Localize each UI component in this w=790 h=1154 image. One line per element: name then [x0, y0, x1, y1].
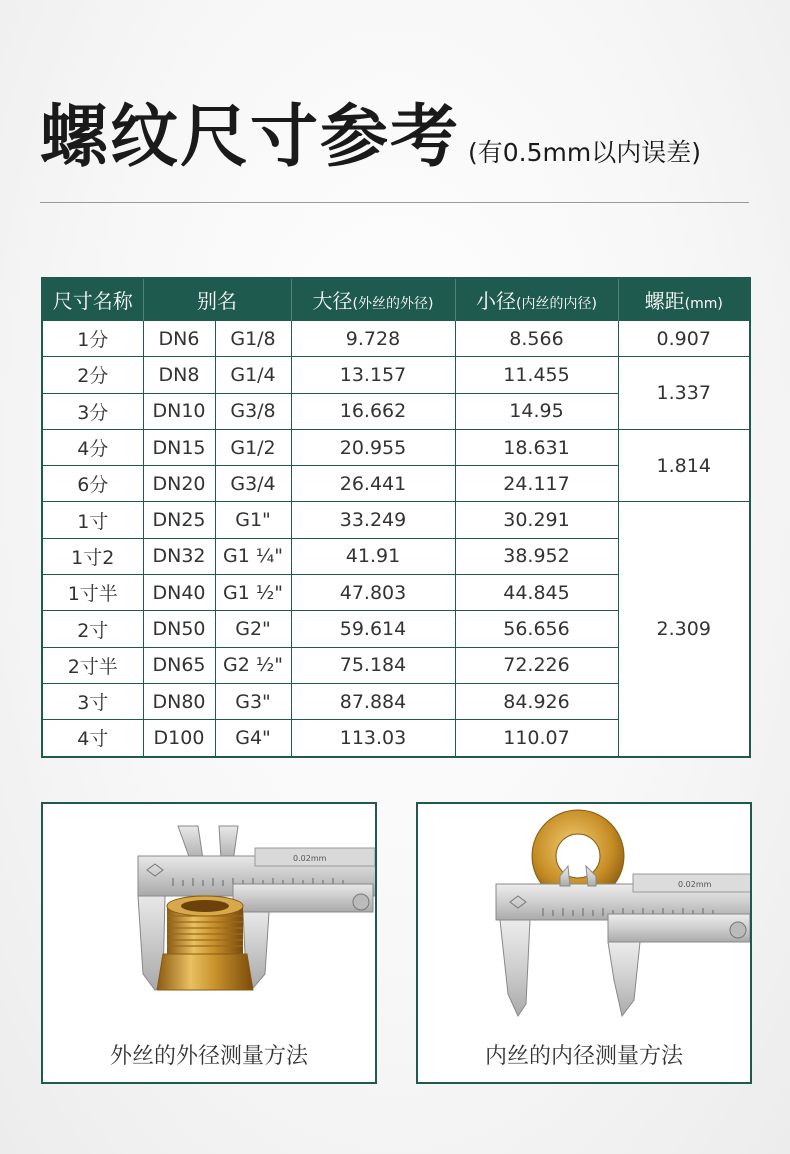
cell-minor: 11.455 [455, 357, 618, 393]
cell-dn: D100 [143, 720, 215, 757]
cell-size-name: 1寸半 [42, 575, 143, 611]
table-row [42, 357, 750, 393]
cell-g: G2" [215, 611, 291, 647]
cell-pitch: 1.814 [618, 429, 750, 502]
external-thread-measure-card [41, 802, 377, 1084]
thread-size-table [41, 277, 751, 758]
cell-dn: DN50 [143, 611, 215, 647]
caliper-external-photo [43, 804, 375, 1024]
cell-size-name: 1分 [42, 321, 143, 357]
cell-g: G1/2 [215, 429, 291, 465]
internal-thread-measure-card [416, 802, 752, 1084]
cell-minor: 84.926 [455, 683, 618, 719]
cell-dn: DN15 [143, 429, 215, 465]
cell-pitch: 0.907 [618, 321, 750, 357]
cell-size-name: 1寸2 [42, 538, 143, 574]
cell-dn: DN6 [143, 321, 215, 357]
cell-minor: 24.117 [455, 466, 618, 502]
cell-pitch: 2.309 [618, 502, 750, 757]
header-major-diameter: 大径(外丝的外径) [291, 278, 455, 321]
cell-minor: 110.07 [455, 720, 618, 757]
cell-major: 113.03 [291, 720, 455, 757]
cell-g: G1 ¼" [215, 538, 291, 574]
cell-dn: DN20 [143, 466, 215, 502]
title-block [40, 98, 750, 178]
page-title: 螺纹尺寸参考 [40, 98, 461, 177]
cell-g: G3" [215, 683, 291, 719]
cell-minor: 44.845 [455, 575, 618, 611]
caliper-internal-photo [418, 804, 750, 1024]
cell-dn: DN8 [143, 357, 215, 393]
cell-pitch: 1.337 [618, 357, 750, 430]
cell-major: 20.955 [291, 429, 455, 465]
cell-g: G2 ½" [215, 647, 291, 683]
table-row [42, 429, 750, 465]
cell-size-name: 1寸 [42, 502, 143, 538]
cell-size-name: 4分 [42, 429, 143, 465]
cell-g: G1/4 [215, 357, 291, 393]
cell-dn: DN80 [143, 683, 215, 719]
cell-minor: 72.226 [455, 647, 618, 683]
cell-major: 33.249 [291, 502, 455, 538]
cell-major: 9.728 [291, 321, 455, 357]
cell-size-name: 2寸 [42, 611, 143, 647]
table-row [42, 502, 750, 538]
cell-major: 13.157 [291, 357, 455, 393]
cell-size-name: 2寸半 [42, 647, 143, 683]
cell-major: 59.614 [291, 611, 455, 647]
cell-minor: 18.631 [455, 429, 618, 465]
cell-major: 87.884 [291, 683, 455, 719]
cell-size-name: 3分 [42, 393, 143, 429]
cell-dn: DN32 [143, 538, 215, 574]
title-divider [40, 202, 749, 203]
cell-minor: 8.566 [455, 321, 618, 357]
header-alias: 别名 [143, 278, 291, 321]
cell-g: G4" [215, 720, 291, 757]
page-subtitle: (有0.5mm以内误差) [468, 138, 701, 167]
cell-size-name: 3寸 [42, 683, 143, 719]
cell-dn: DN10 [143, 393, 215, 429]
scale-label-text: 0.02mm [293, 854, 327, 863]
cell-size-name: 4寸 [42, 720, 143, 757]
cell-minor: 14.95 [455, 393, 618, 429]
external-thread-caption: 外丝的外径测量方法 [109, 1044, 308, 1069]
cell-major: 47.803 [291, 575, 455, 611]
cell-minor: 56.656 [455, 611, 618, 647]
cell-size-name: 6分 [42, 466, 143, 502]
cell-size-name: 2分 [42, 357, 143, 393]
cell-dn: DN25 [143, 502, 215, 538]
cell-g: G1/8 [215, 321, 291, 357]
cell-minor: 38.952 [455, 538, 618, 574]
scale-label-text: 0.02mm [678, 880, 712, 889]
cell-major: 41.91 [291, 538, 455, 574]
cell-g: G1 ½" [215, 575, 291, 611]
header-size-name: 尺寸名称 [42, 278, 143, 321]
cell-g: G3/8 [215, 393, 291, 429]
header-pitch: 螺距(mm) [618, 278, 750, 321]
table-row [42, 321, 750, 357]
cell-major: 75.184 [291, 647, 455, 683]
cell-dn: DN40 [143, 575, 215, 611]
cell-dn: DN65 [143, 647, 215, 683]
cell-major: 26.441 [291, 466, 455, 502]
cell-minor: 30.291 [455, 502, 618, 538]
cell-major: 16.662 [291, 393, 455, 429]
table-header-row [42, 278, 750, 321]
header-minor-diameter: 小径(内丝的内径) [455, 278, 618, 321]
cell-g: G1" [215, 502, 291, 538]
internal-thread-caption: 内丝的内径测量方法 [484, 1044, 683, 1069]
cell-g: G3/4 [215, 466, 291, 502]
